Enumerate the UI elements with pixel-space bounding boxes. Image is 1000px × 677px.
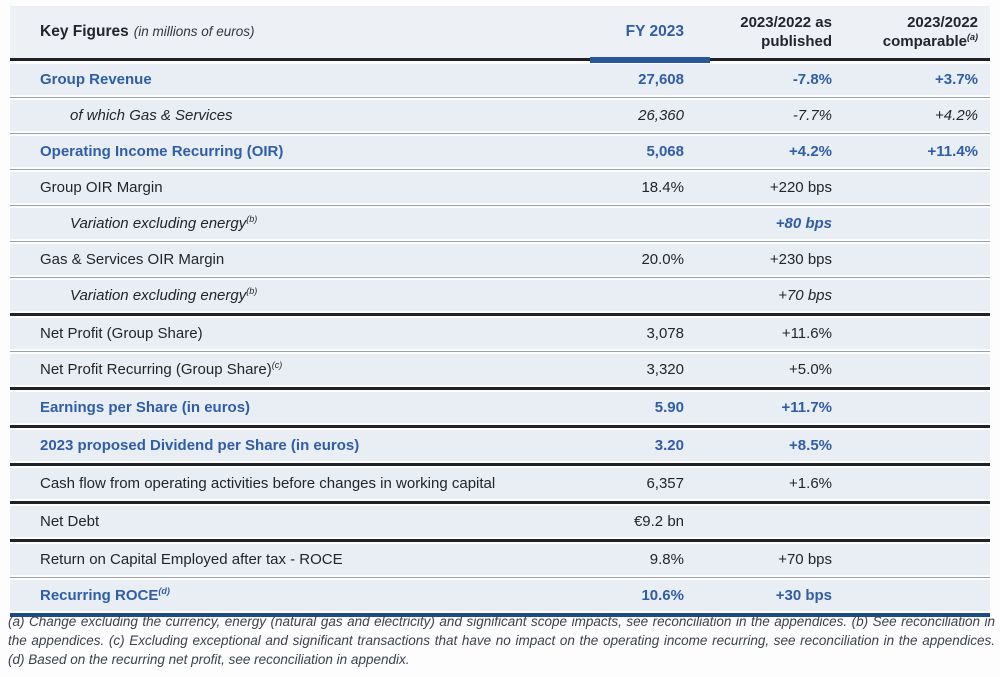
column-header-comparable-line1: 2023/2022	[907, 14, 978, 31]
fy2023-value: 3.20	[654, 437, 684, 454]
fy2023-value: 27,608	[638, 71, 684, 88]
row-separator	[10, 577, 990, 578]
row-separator	[10, 241, 990, 242]
column-header-comparable-line2	[832, 32, 978, 51]
header-divider	[10, 58, 990, 61]
footnote-ref: (b)	[246, 286, 258, 296]
row-label: Recurring ROCE$^{(d)}$	[40, 586, 170, 604]
published-value: -7.8%	[792, 71, 832, 88]
column-header-comparable	[832, 13, 978, 51]
table-row	[10, 100, 990, 131]
row-separator	[10, 501, 990, 504]
published-value: +5.0%	[789, 361, 832, 378]
fy2023-value: 10.6%	[641, 587, 684, 604]
row-label: Earnings per Share (in euros)	[40, 399, 251, 416]
row-separator	[10, 463, 990, 466]
comparable-value: +11.4%	[927, 143, 978, 160]
table-row	[10, 544, 990, 575]
footnote-ref-a: (a)	[967, 32, 978, 42]
row-label: Net Profit Recurring (Group Share)$^{(c)}$	[40, 360, 283, 378]
comparable-value: +4.2%	[935, 107, 978, 124]
row-label: Return on Capital Employed after tax - ROCE	[40, 551, 343, 568]
fy2023-value: 9.8%	[649, 551, 684, 568]
published-value: +70 bps	[778, 287, 832, 304]
published-value: +11.6%	[781, 325, 832, 342]
comparable-value: +3.7%	[935, 71, 978, 88]
published-value: +80 bps	[775, 215, 832, 232]
published-value: +1.6%	[789, 475, 832, 492]
column-header-published-line2: published	[761, 33, 832, 50]
column-header-fy2023: FY 2023	[625, 23, 684, 40]
table-row	[10, 318, 990, 349]
row-separator	[10, 539, 990, 542]
row-separator	[10, 425, 990, 428]
published-value: -7.7%	[792, 107, 832, 124]
column-header-comparable-label: comparable	[882, 33, 967, 50]
fy2023-value: 5.90	[654, 399, 684, 416]
published-value: +4.2%	[789, 143, 832, 160]
fy2023-value: 5,068	[646, 143, 684, 160]
row-separator	[10, 205, 990, 206]
row-separator	[10, 133, 990, 134]
fy2023-value: 6,357	[646, 475, 684, 492]
table-row	[10, 354, 990, 385]
column-header-published	[684, 13, 832, 51]
table-row	[10, 580, 990, 611]
fy2023-value: 26,360	[638, 107, 684, 124]
published-value: +220 bps	[769, 179, 832, 196]
row-label: Group OIR Margin	[40, 179, 163, 196]
row-separator	[10, 351, 990, 352]
fy2023-value: 20.0%	[641, 251, 684, 268]
table-row	[10, 208, 990, 239]
fy2023-value: 18.4%	[641, 179, 684, 196]
published-value: +230 bps	[769, 251, 832, 268]
fy2023-column-accent-bar	[590, 57, 710, 63]
fy2023-value: 3,320	[646, 361, 684, 378]
row-label: Variation excluding energy$^{(b)}$	[70, 286, 258, 304]
footnote-ref: (c)	[271, 360, 283, 370]
row-separator	[10, 97, 990, 98]
row-label: Operating Income Recurring (OIR)	[40, 143, 284, 160]
footnote-ref: (d)	[158, 586, 170, 596]
row-label: Group Revenue	[40, 71, 152, 88]
table-title-unit-note: (in millions of euros)	[133, 24, 255, 39]
table-row	[10, 430, 990, 461]
row-label: Net Debt	[40, 513, 100, 530]
row-separator	[10, 387, 990, 390]
row-separator	[10, 313, 990, 316]
table-row	[10, 468, 990, 499]
table-row	[10, 244, 990, 275]
table-title-cell	[40, 23, 552, 41]
row-label: Gas & Services OIR Margin	[40, 251, 225, 268]
table-row	[10, 64, 990, 95]
row-label: of which Gas & Services	[70, 107, 233, 124]
published-value: +8.5%	[789, 437, 832, 454]
footnotes: (a) Change excluding the currency, energy (natural gas and electricity) and significant scope impacts, see reconciliation in the appendices. (b) See reconciliation in the appendices. (c) Excluding exceptional and significant transactions that have no impact on the operating income recurring, see reconciliation in the appendices. (d) Based on the recurring net profit, see reconciliation in appendix.	[8, 614, 995, 667]
row-separator	[10, 277, 990, 278]
published-value: +11.7%	[781, 399, 832, 416]
footnote-ref: (b)	[246, 214, 258, 224]
row-label: Variation excluding energy$^{(b)}$	[70, 214, 258, 232]
published-value: +30 bps	[775, 587, 832, 604]
table-row	[10, 136, 990, 167]
fy2023-value: €9.2 bn	[633, 513, 684, 530]
row-label: Cash flow from operating activities before changes in working capital	[40, 475, 496, 492]
column-header-published-line1: 2023/2022 as	[740, 14, 832, 31]
row-label: Net Profit (Group Share)	[40, 325, 203, 342]
row-label: 2023 proposed Dividend per Share (in euros)	[40, 437, 360, 454]
key-figures-table	[10, 6, 990, 617]
table-title: Key Figures	[40, 23, 129, 40]
table-row	[10, 506, 990, 537]
table-body	[10, 64, 990, 611]
published-value: +70 bps	[778, 551, 832, 568]
table-row	[10, 280, 990, 311]
table-header-row	[10, 6, 990, 58]
fy2023-value: 3,078	[646, 325, 684, 342]
table-row	[10, 172, 990, 203]
table-row	[10, 392, 990, 423]
row-separator	[10, 169, 990, 170]
